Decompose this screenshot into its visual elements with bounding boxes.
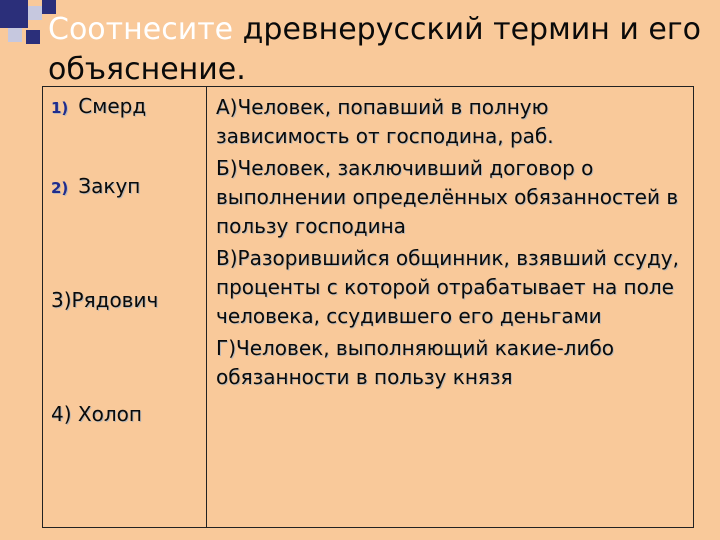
term-item	[51, 401, 142, 427]
term-item	[51, 287, 158, 313]
title-rest: древнерусский термин и его объяснение.	[48, 12, 701, 87]
term-number: 2)	[51, 179, 69, 197]
decor-square	[8, 28, 22, 42]
matching-table	[42, 86, 694, 528]
term-label: 3)Рядович	[51, 288, 159, 312]
slide-title	[48, 10, 708, 90]
decor-square	[0, 0, 28, 28]
definitions-list	[207, 87, 693, 392]
definition-item: В)Разорившийся общинник, взявший ссуду, проценты с которой отрабатывает на поле человека, ссудившего его деньгами	[216, 246, 679, 328]
title-first-word: Соотнесите	[48, 12, 234, 47]
terms-column	[43, 87, 207, 528]
decor-square	[28, 6, 42, 20]
definition-item: А)Человек, попавший в полную зависимость от господина, раб.	[216, 95, 554, 148]
term-label: Смерд	[78, 94, 147, 118]
term-item	[51, 93, 146, 121]
term-item	[51, 173, 140, 201]
table-row	[43, 87, 694, 528]
term-label: 4) Холоп	[51, 402, 142, 426]
definitions-column	[207, 87, 694, 528]
decor-square	[26, 30, 40, 44]
term-label: Закуп	[78, 174, 141, 198]
definition-item: Б)Человек, заключивший договор о выполнении определённых обязанностей в пользу господина	[216, 156, 679, 238]
term-number: 1)	[51, 99, 69, 117]
definition-item: Г)Человек, выполняющий какие-либо обязанности в пользу князя	[216, 336, 615, 389]
